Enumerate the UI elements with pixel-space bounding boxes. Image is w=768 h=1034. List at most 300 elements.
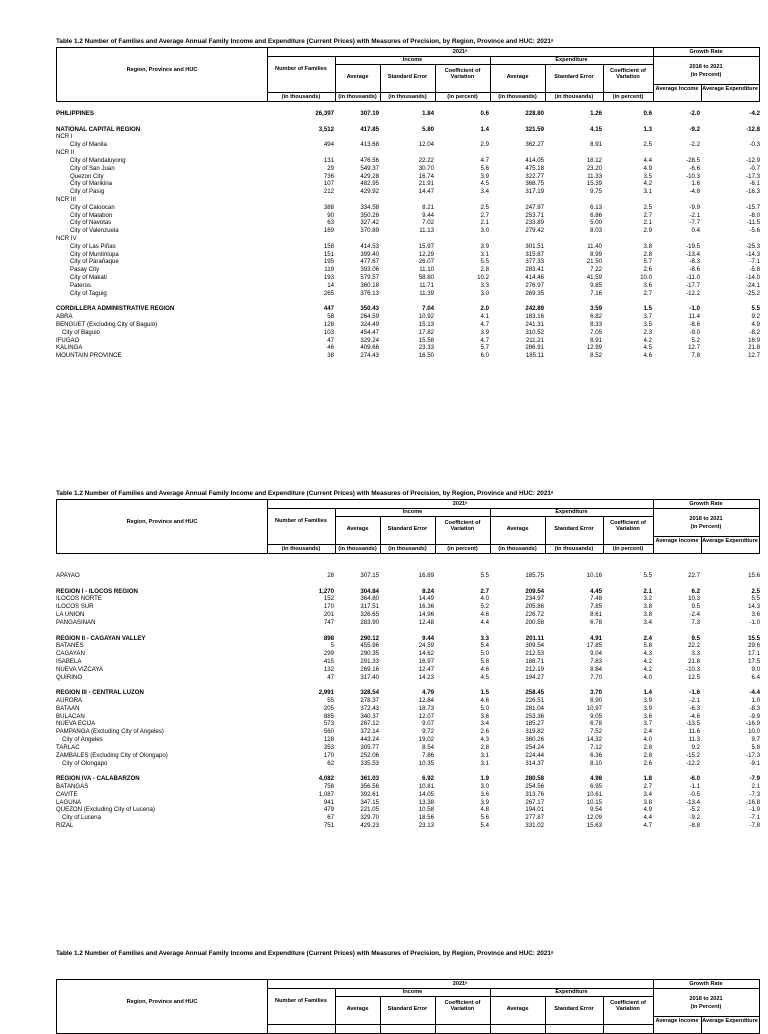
cell-growth-income: -2.0 xyxy=(689,110,700,117)
header-income: Income xyxy=(402,57,423,63)
cell-growth-expenditure: -6.1 xyxy=(749,180,760,188)
cell-growth-expenditure: 3.6 xyxy=(751,611,760,619)
cell-num-families xyxy=(266,235,334,243)
cell-exp-se: 10.61 xyxy=(586,790,602,798)
table-row xyxy=(56,352,760,360)
table-row xyxy=(56,744,760,752)
cell-exp-cv: 4.7 xyxy=(643,822,652,829)
header-expenditure: Expenditure xyxy=(555,57,588,63)
cell-num-families: 736 xyxy=(323,172,334,180)
cell-num-families: 90 xyxy=(327,211,334,219)
cell-income-cv: 5.5 xyxy=(480,258,489,266)
cell-exp-average: 321.59 xyxy=(525,125,544,133)
table-row xyxy=(56,251,760,259)
cell-income-cv: 4.1 xyxy=(480,313,489,321)
table-row xyxy=(56,188,760,196)
table-row xyxy=(56,658,760,666)
row-label: NUEVA VIZCAYA xyxy=(56,665,104,673)
cell-growth-income: -12.2 xyxy=(686,759,700,767)
cell-exp-se: 9.05 xyxy=(590,712,602,720)
cell-income-average: 417.85 xyxy=(360,125,379,133)
cell-growth-income: -9.2 xyxy=(689,125,700,133)
header-year: 2021ᵃ xyxy=(452,981,468,987)
header-growth-rate: Growth Rate xyxy=(689,981,723,987)
cell-exp-se xyxy=(544,196,602,204)
cell-num-families: 158 xyxy=(323,242,334,250)
table-caption: Table 1.2 Number of Families and Average Annual Family Income and Expenditure (Current Prices) with Measures of Precision, by Region, Province and HUC: 2021ᵃ xyxy=(56,950,554,957)
table-row xyxy=(56,666,760,674)
cell-growth-expenditure: -4.4 xyxy=(749,689,760,697)
cell-exp-se: 4.15 xyxy=(590,125,602,133)
row-label: LA UNION xyxy=(56,611,85,619)
cell-exp-cv: 3.4 xyxy=(643,618,652,626)
row-label: BENGUET (Excluding City of Baguio) xyxy=(56,320,158,328)
cell-income-se: 13.38 xyxy=(418,798,434,806)
cell-exp-cv: 5.7 xyxy=(643,258,652,266)
cell-income-average: 579.57 xyxy=(360,274,379,282)
cell-num-families: 58 xyxy=(327,313,334,321)
cell-growth-expenditure: 17.5 xyxy=(748,657,760,665)
cell-exp-se: 8.10 xyxy=(590,759,602,767)
table-row xyxy=(56,572,760,580)
cell-exp-cv: 4.3 xyxy=(643,650,652,658)
cell-income-average: 360.18 xyxy=(360,281,379,289)
cell-num-families: 1,087 xyxy=(318,790,334,798)
header-growth-expenditure: Average Expenditure xyxy=(702,1018,758,1024)
cell-income-se: 11.71 xyxy=(419,281,434,289)
cell-exp-se: 10.97 xyxy=(586,704,602,712)
cell-exp-se: 6.82 xyxy=(590,313,602,321)
table-row xyxy=(56,650,760,658)
cell-income-average: 443.24 xyxy=(360,736,379,744)
cell-income-cv: 4.6 xyxy=(480,697,489,704)
cell-income-se: 16.97 xyxy=(418,657,434,665)
cell-growth-income: -6.0 xyxy=(689,775,700,783)
cell-income-se: 15.97 xyxy=(418,242,434,250)
table-row xyxy=(56,165,760,173)
cell-income-se: 5.80 xyxy=(422,125,434,133)
cell-exp-se: 7.48 xyxy=(590,595,602,603)
cell-exp-average: 253.71 xyxy=(525,211,544,219)
cell-growth-income: -8.6 xyxy=(689,320,700,328)
table-row xyxy=(56,822,760,830)
cell-growth-income: 6.2 xyxy=(691,587,700,595)
row-label: City of Malabon xyxy=(70,211,113,219)
header-exp-cv: Coefficient of Variation xyxy=(610,520,646,533)
cell-exp-cv xyxy=(602,196,652,204)
cell-income-average: 429.23 xyxy=(360,822,379,829)
cell-income-cv: 2.0 xyxy=(480,305,489,313)
cell-exp-se: 6.78 xyxy=(590,720,602,728)
cell-growth-income: -11.0 xyxy=(686,274,700,282)
cell-exp-se: 9.54 xyxy=(590,806,602,814)
cell-income-cv: 5.0 xyxy=(480,650,489,658)
cell-exp-average: 331.02 xyxy=(525,822,544,829)
cell-income-se: 58.80 xyxy=(418,274,434,282)
cell-income-average: 409.66 xyxy=(360,344,379,352)
row-label: AURORA xyxy=(56,697,83,704)
cell-growth-expenditure: -7.1 xyxy=(749,814,760,822)
table-row xyxy=(56,282,760,290)
cell-exp-average: 201.11 xyxy=(525,634,544,642)
cell-income-se xyxy=(379,149,434,157)
cell-income-cv: 1.5 xyxy=(480,689,489,697)
table-row xyxy=(56,133,760,141)
cell-exp-cv: 4.6 xyxy=(643,352,652,360)
table-caption: Table 1.2 Number of Families and Average Annual Family Income and Expenditure (Current Prices) with Measures of Precision, by Region, Province and HUC: 2021ᵃ xyxy=(56,490,554,497)
header-num-families: Number of Families xyxy=(275,66,327,72)
cell-growth-income: -8.6 xyxy=(689,266,700,274)
cell-exp-average: 269.35 xyxy=(525,289,544,297)
cell-growth-expenditure: -7.8 xyxy=(749,822,760,829)
cell-income-se xyxy=(379,235,434,243)
cell-num-families: 205 xyxy=(323,704,334,712)
cell-exp-se: 11.33 xyxy=(587,172,602,180)
cell-num-families: 55 xyxy=(327,697,334,704)
cell-num-families xyxy=(266,196,334,204)
header-unit-inc-cv: (in percent) xyxy=(447,546,478,552)
cell-growth-expenditure: 6.4 xyxy=(751,673,760,681)
table-row xyxy=(56,258,760,266)
header-income-cv: Coefficient of Variation xyxy=(444,68,481,81)
table-row xyxy=(56,173,760,181)
cell-exp-cv: 1.5 xyxy=(643,305,652,313)
cell-income-se: 16.89 xyxy=(418,572,434,579)
cell-income-cv: 3.1 xyxy=(480,751,489,759)
header-income-cv: Coefficient of Variation xyxy=(444,520,481,533)
cell-growth-income: -9.0 xyxy=(689,328,700,336)
row-label: City of Olongapo xyxy=(62,759,108,767)
row-label: CAVITE xyxy=(56,790,78,798)
cell-growth-income: -8.3 xyxy=(689,258,700,266)
cell-growth-income: 12.5 xyxy=(688,673,700,681)
cell-exp-average: 224.44 xyxy=(525,751,544,759)
cell-income-average: 329.70 xyxy=(360,814,379,822)
cell-growth-expenditure: -25.2 xyxy=(746,289,760,297)
cell-income-average: 393.06 xyxy=(360,266,379,274)
cell-exp-average: 368.75 xyxy=(525,180,544,188)
cell-growth-income: -12.2 xyxy=(686,289,700,297)
cell-growth-expenditure: 14.3 xyxy=(748,603,760,611)
header-unit-exp-avg: (in thousands) xyxy=(498,94,537,100)
cell-income-average xyxy=(334,235,379,243)
cell-income-cv: 4.7 xyxy=(480,156,489,164)
cell-income-cv: 4.8 xyxy=(480,806,489,814)
cell-num-families: 46 xyxy=(327,344,334,352)
cell-growth-expenditure: 4.9 xyxy=(751,320,760,328)
header-exp-average: Average xyxy=(506,1006,529,1012)
header-income: Income xyxy=(402,509,423,515)
cell-exp-cv: 3.5 xyxy=(643,320,652,328)
cell-exp-se: 7.12 xyxy=(590,743,602,751)
spacer-cell xyxy=(56,767,760,775)
row-label: PHILIPPINES xyxy=(56,110,94,117)
table-row xyxy=(56,274,760,282)
row-label: NCR II xyxy=(56,149,75,157)
cell-num-families: 299 xyxy=(323,650,334,658)
table-row xyxy=(56,806,760,814)
cell-num-families: 758 xyxy=(323,782,334,790)
cell-growth-expenditure: -0.3 xyxy=(749,141,760,149)
cell-exp-se: 6.78 xyxy=(590,618,602,626)
cell-exp-average: 314.37 xyxy=(525,759,544,767)
cell-income-cv: 3.6 xyxy=(480,790,489,798)
cell-growth-income: 10.3 xyxy=(688,595,700,603)
cell-exp-cv: 2.5 xyxy=(643,141,652,149)
cell-growth-income xyxy=(652,196,700,204)
row-label: City of Las Piñas xyxy=(70,242,116,250)
cell-exp-average: 247.97 xyxy=(525,203,544,211)
cell-income-se: 12.47 xyxy=(418,665,434,673)
table-row xyxy=(56,588,760,596)
cell-num-families: 193 xyxy=(323,274,334,282)
cell-num-families: 29 xyxy=(327,164,334,172)
row-label: ABRA xyxy=(56,313,73,321)
table-row xyxy=(56,149,760,157)
row-label: REGION II - CAGAYAN VALLEY xyxy=(56,634,146,642)
cell-income-se: 24.59 xyxy=(418,642,434,650)
table-row xyxy=(56,736,760,744)
cell-income-se: 8.54 xyxy=(422,743,434,751)
header-income: Income xyxy=(402,989,423,995)
header-income-se: Standard Error xyxy=(387,74,428,80)
header-income-se: Standard Error xyxy=(387,526,428,532)
cell-income-se: 14.47 xyxy=(418,188,434,196)
cell-growth-income: -5.2 xyxy=(689,806,700,814)
cell-exp-average xyxy=(489,149,544,157)
table-row xyxy=(56,204,760,212)
cell-income-average: 335.53 xyxy=(360,759,379,767)
spacer-row xyxy=(56,627,760,635)
cell-income-cv: 10.2 xyxy=(477,274,489,282)
table-row xyxy=(56,243,760,251)
row-label: BATANGAS xyxy=(56,782,89,790)
cell-growth-income: -10.3 xyxy=(686,172,700,180)
cell-income-cv: 3.3 xyxy=(480,281,489,289)
cell-income-average xyxy=(334,149,379,157)
table-header xyxy=(56,979,760,1034)
cell-income-se: 12.84 xyxy=(418,697,434,704)
cell-income-se xyxy=(379,133,434,141)
row-label: City of Makati xyxy=(70,274,107,282)
cell-exp-se: 7.85 xyxy=(590,603,602,611)
cell-exp-average: 253.36 xyxy=(525,712,544,720)
cell-income-average: 221.05 xyxy=(360,806,379,814)
header-growth-rate: Growth Rate xyxy=(689,501,723,507)
cell-exp-cv: 1.8 xyxy=(643,775,652,783)
cell-income-se: 11.13 xyxy=(419,227,434,235)
cell-exp-se: 9.75 xyxy=(590,188,602,196)
table-row xyxy=(56,266,760,274)
cell-exp-se: 17.85 xyxy=(586,642,602,650)
cell-income-cv: 5.2 xyxy=(480,603,489,611)
cell-num-families: 38 xyxy=(327,352,334,360)
cell-num-families: 415 xyxy=(323,657,334,665)
cell-growth-income: 0.4 xyxy=(691,227,700,235)
cell-exp-cv: 2.6 xyxy=(643,266,652,274)
cell-exp-average: 322.77 xyxy=(525,172,544,180)
cell-income-cv: 2.7 xyxy=(480,211,489,219)
cell-income-cv: 4.6 xyxy=(480,611,489,619)
cell-exp-average: 185.11 xyxy=(525,352,544,360)
cell-exp-average: 185.27 xyxy=(525,720,544,728)
table-row xyxy=(56,728,760,736)
cell-income-se: 15.13 xyxy=(418,320,434,328)
cell-exp-average xyxy=(489,133,544,141)
cell-income-average: 326.65 xyxy=(360,611,379,619)
cell-exp-se: 7.22 xyxy=(590,266,602,274)
cell-exp-cv: 3.8 xyxy=(643,603,652,611)
row-label: PANGASINAN xyxy=(56,618,96,626)
cell-income-cv: 4.4 xyxy=(480,618,489,626)
cell-income-average: 290.35 xyxy=(360,650,379,658)
cell-income-se: 11.10 xyxy=(419,266,434,274)
row-label: City of Valenzuela xyxy=(70,227,119,235)
row-label: TARLAC xyxy=(56,743,80,751)
cell-income-average: 304.84 xyxy=(360,587,379,595)
row-label: Pateros xyxy=(70,281,92,289)
cell-exp-average: 212.19 xyxy=(525,665,544,673)
row-label: City of Lucena xyxy=(62,814,101,822)
cell-exp-se: 8.52 xyxy=(590,352,602,360)
cell-exp-se: 8.84 xyxy=(590,665,602,673)
cell-growth-expenditure: 29.6 xyxy=(748,642,760,650)
row-label: NUEVA ECIJA xyxy=(56,720,96,728)
cell-income-average: 317.40 xyxy=(360,673,379,681)
cell-num-families: 447 xyxy=(323,305,334,313)
cell-exp-average: 301.51 xyxy=(525,242,544,250)
table-row xyxy=(56,689,760,697)
cell-exp-se: 12.09 xyxy=(586,814,602,822)
cell-income-se: 14.49 xyxy=(418,595,434,603)
cell-exp-cv: 3.4 xyxy=(643,790,652,798)
header-income-cv: Coefficient of Variation xyxy=(444,1000,481,1013)
cell-income-average: 264.59 xyxy=(360,313,379,321)
cell-income-cv: 3.0 xyxy=(480,782,489,790)
row-label: BATAAN xyxy=(56,704,80,712)
row-label: LAGUNA xyxy=(56,798,82,806)
cell-num-families: 560 xyxy=(323,728,334,736)
cell-exp-se: 3.59 xyxy=(590,305,602,313)
cell-income-average: 413.68 xyxy=(360,141,379,149)
cell-exp-average: 242.89 xyxy=(525,305,544,313)
cell-exp-average: 319.82 xyxy=(525,728,544,736)
cell-income-se: 14.23 xyxy=(418,673,434,681)
cell-growth-income: 5.2 xyxy=(691,336,700,344)
cell-income-average: 476.56 xyxy=(360,156,379,164)
cell-income-average: 356.56 xyxy=(360,782,379,790)
cell-growth-expenditure: -17.3 xyxy=(746,172,760,180)
cell-growth-income: -15.2 xyxy=(686,751,700,759)
cell-income-cv: 5.6 xyxy=(480,814,489,822)
cell-exp-cv: 3.7 xyxy=(643,313,652,321)
cell-exp-cv: 2.4 xyxy=(643,728,652,736)
cell-exp-se: 7.83 xyxy=(590,657,602,665)
spacer-row xyxy=(56,580,760,588)
header-unit-inc-se: (in thousands) xyxy=(388,546,427,552)
cell-exp-cv: 2.5 xyxy=(643,203,652,211)
cell-exp-se: 9.85 xyxy=(590,281,602,289)
cell-income-se: 9.07 xyxy=(422,720,434,728)
cell-growth-income xyxy=(652,235,700,243)
cell-income-average: 364.80 xyxy=(360,595,379,603)
table-row xyxy=(56,720,760,728)
cell-income-se: 23.33 xyxy=(418,344,434,352)
cell-growth-income: -6.6 xyxy=(689,164,700,172)
cell-num-families: 47 xyxy=(327,336,334,344)
cell-income-cv: 4.7 xyxy=(480,320,489,328)
header-unit-inc-cv: (in percent) xyxy=(447,94,478,100)
cell-income-se: 22.22 xyxy=(418,156,434,164)
cell-income-se: 15.58 xyxy=(418,336,434,344)
cell-num-families: 152 xyxy=(323,595,334,603)
cell-growth-expenditure: -25.3 xyxy=(746,242,760,250)
cell-growth-expenditure xyxy=(700,235,760,243)
cell-income-se: 11.39 xyxy=(419,289,434,297)
cell-income-cv: 2.7 xyxy=(480,587,489,595)
table-header xyxy=(56,47,760,102)
header-growth-expenditure: Average Expenditure xyxy=(702,538,758,544)
table-row xyxy=(56,212,760,220)
cell-exp-cv: 2.7 xyxy=(643,782,652,790)
cell-growth-income: 9.2 xyxy=(691,743,700,751)
cell-income-average: 274.43 xyxy=(360,352,379,360)
cell-income-cv: 4.5 xyxy=(480,180,489,188)
cell-growth-income: -2.4 xyxy=(689,611,700,619)
table-row xyxy=(56,313,760,321)
cell-growth-income: -28.5 xyxy=(686,156,700,164)
cell-exp-se: 15.63 xyxy=(586,822,602,829)
cell-income-se: 4.79 xyxy=(422,689,434,697)
cell-income-average: 340.37 xyxy=(360,712,379,720)
cell-income-cv: 4.7 xyxy=(480,336,489,344)
cell-income-cv: 2.1 xyxy=(480,219,489,227)
cell-num-families: 67 xyxy=(327,814,334,822)
table-row xyxy=(56,674,760,682)
cell-income-cv: 5.0 xyxy=(480,704,489,712)
cell-growth-expenditure: -17.3 xyxy=(746,751,760,759)
cell-exp-cv: 3.1 xyxy=(643,188,652,196)
cell-exp-se: 8.99 xyxy=(590,250,602,258)
cell-num-families: 898 xyxy=(323,634,334,642)
cell-income-cv: 3.0 xyxy=(480,227,489,235)
cell-income-se: 12.29 xyxy=(418,250,434,258)
cell-growth-income: 7.3 xyxy=(691,618,700,626)
cell-growth-income: 9.5 xyxy=(691,603,700,611)
cell-income-cv xyxy=(434,133,489,141)
cell-exp-average: 241.31 xyxy=(525,320,544,328)
cell-exp-se: 8.03 xyxy=(590,227,602,235)
cell-exp-average: 254.24 xyxy=(525,743,544,751)
cell-income-se: 14.96 xyxy=(418,611,434,619)
cell-num-families: 494 xyxy=(323,141,334,149)
cell-income-cv: 3.9 xyxy=(480,328,489,336)
cell-growth-income: -2.2 xyxy=(689,141,700,149)
header-year: 2021ᵃ xyxy=(452,49,468,55)
cell-income-cv xyxy=(434,235,489,243)
row-label: QUEZON (Excluding City of Lucena) xyxy=(56,806,155,814)
cell-income-se: 10.81 xyxy=(418,782,434,790)
cell-growth-expenditure: -8.2 xyxy=(749,328,760,336)
cell-income-cv: 4.6 xyxy=(480,665,489,673)
cell-income-se: 26.07 xyxy=(418,258,434,266)
cell-income-average xyxy=(334,196,379,204)
cell-income-average: 283.90 xyxy=(360,618,379,626)
cell-exp-se: 7.70 xyxy=(590,673,602,681)
cell-growth-expenditure: -8.3 xyxy=(749,704,760,712)
cell-exp-se: 41.59 xyxy=(586,274,602,282)
cell-exp-cv: 3.6 xyxy=(643,712,652,720)
